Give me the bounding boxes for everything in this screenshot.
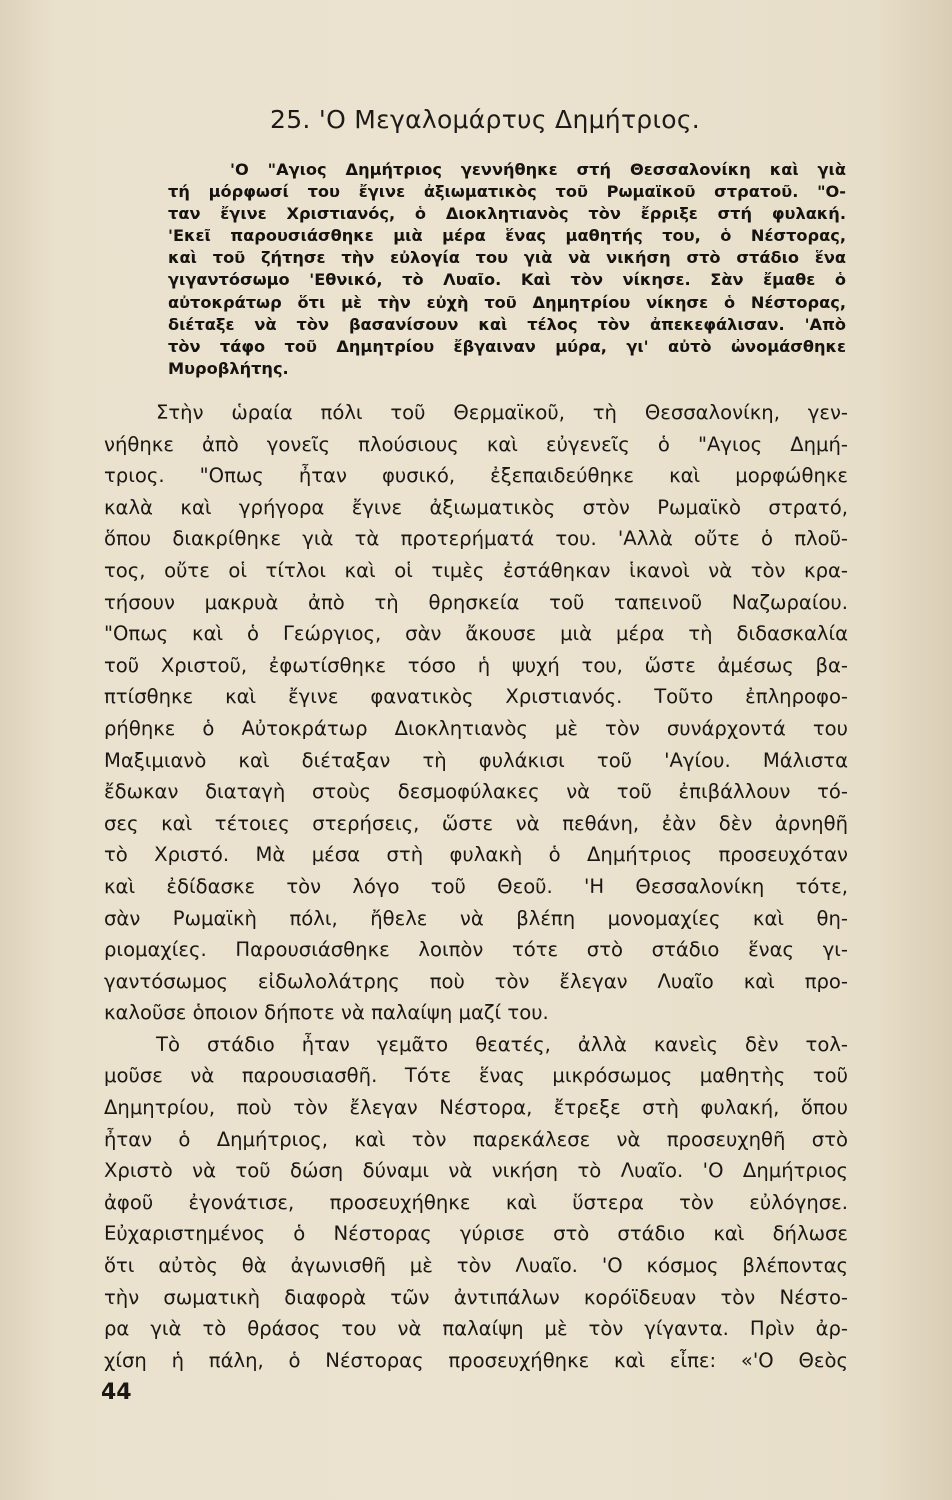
summary-line: διέταξε νὰ τὸν βασανίσουν καὶ τέλος τὸν ἀπεκεφάλισαν. 'Απὸ: [168, 314, 846, 334]
body-line: ἀφοῦ ἐγονάτισε, προσευχήθηκε καὶ ὕστερα τὸν εὐλόγησε.: [104, 1190, 848, 1214]
body-line: τὴν σωματικὴ διαφορὰ τῶν ἀντιπάλων κορόϊδευαν τὸν Νέστο-: [104, 1285, 848, 1309]
body-line: καλοῦσε ὁποιον δήποτε νὰ παλαίψη μαζί του.: [104, 1001, 549, 1025]
body-line: τὸ Χριστό. Μὰ μέσα στὴ φυλακὴ ὁ Δημήτριος προσευχόταν: [104, 843, 848, 867]
body-line: γαντόσωμος εἰδωλολάτρης ποὺ τὸν ἔλεγαν Λυαῖο καὶ προ-: [104, 969, 848, 993]
body-line: καλὰ καὶ γρήγορα ἔγινε ἀξιωματικὸς στὸν Ρωμαϊκὸ στρατό,: [104, 495, 848, 519]
body-line: ἔδωκαν διαταγὴ στοὺς δεσμοφύλακες νὰ τοῦ ἐπιβάλλουν τό-: [104, 780, 848, 804]
summary-line: τή μόρφωσί του ἔγινε ἀξιωματικὸς τοῦ Ρωμαϊκοῦ στρατοῦ. "Ο-: [168, 182, 846, 202]
body-line: τοῦ Χριστοῦ, ἐφωτίσθηκε τόσο ἡ ψυχή του, ὥστε ἀμέσως βα-: [104, 653, 848, 677]
page-number: 44: [101, 1380, 132, 1405]
body-line: ριομαχίες. Παρουσιάσθηκε λοιπὸν τότε στὸ στάδιο ἕνας γι-: [104, 938, 848, 962]
body-line: ρα γιὰ τὸ θράσος του νὰ παλαίψη μὲ τὸν γίγαντα. Πρὶν ἀρ-: [104, 1317, 848, 1341]
summary-line: καὶ τοῦ ζήτησε τὴν εὐλογία του γιὰ νὰ νικήση στὸ στάδιο ἕνα: [168, 248, 846, 268]
summary-line: 'Ο "Αγιος Δημήτριος γεννήθηκε στή Θεσσαλονίκη καὶ γιὰ: [230, 160, 846, 179]
body-line: Εὐχαριστημένος ὁ Νέστορας γύρισε στὸ στάδιο καὶ δήλωσε: [104, 1222, 848, 1246]
summary-line: Μυροβλήτης.: [168, 358, 289, 378]
body-line: τριος. "Οπως ἦταν φυσικό, ἐξεπαιδεύθηκε καὶ μορφώθηκε: [104, 464, 848, 488]
body-line: καὶ ἐδίδασκε τὸν λόγο τοῦ Θεοῦ. 'Η Θεσσαλονίκη τότε,: [104, 874, 848, 898]
body-line: τος, οὔτε οἱ τίτλοι καὶ οἱ τιμὲς ἐστάθηκαν ἱκανοὶ νὰ τὸν κρα-: [104, 558, 848, 582]
body-line: "Οπως καὶ ὁ Γεώργιος, σὰν ἄκουσε μιὰ μέρα τὴ διδασκαλία: [104, 622, 848, 646]
summary-line: ταν ἔγινε Χριστιανός, ὁ Διοκλητιανὸς τὸν ἔρριξε στή φυλακή.: [168, 204, 846, 224]
body-line: ρήθηκε ὁ Αὐτοκράτωρ Διοκλητιανὸς μὲ τὸν συνάρχοντά του: [104, 716, 848, 740]
body-line: ὅπου διακρίθηκε γιὰ τὰ προτερήματά του. 'Αλλὰ οὔτε ὁ πλοῦ-: [104, 527, 848, 551]
summary-line: τὸν τάφο τοῦ Δημητρίου ἔβγαιναν μύρα, γι' αὐτὸ ὠνομάσθηκε: [168, 336, 846, 356]
chapter-title: 25. 'Ο Μεγαλομάρτυς Δημήτριος.: [270, 105, 701, 134]
body-line: χίση ἡ πάλη, ὁ Νέστορας προσευχήθηκε καὶ εἶπε: «'Ο Θεὸς: [104, 1348, 848, 1372]
body-line: σὰν Ρωμαϊκὴ πόλι, ἤθελε νὰ βλέπη μονομαχίες καὶ θη-: [104, 906, 848, 930]
summary-line: αὐτοκράτωρ ὅτι μὲ τὴν εὐχὴ τοῦ Δημητρίου νίκησε ὁ Νέστορας,: [168, 292, 846, 312]
body-line: Χριστὸ νὰ τοῦ δώση δύναμι νὰ νικήση τὸ Λυαῖο. 'Ο Δημήτριος: [104, 1159, 848, 1183]
body-line: Στὴν ὡραία πόλι τοῦ Θερμαϊκοῦ, τὴ Θεσσαλονίκη, γεν-: [156, 401, 848, 424]
summary-line: 'Εκεῖ παρουσιάσθηκε μιὰ μέρα ἕνας μαθητής του, ὁ Νέστορας,: [168, 226, 846, 246]
chapter-summary: [168, 159, 846, 380]
body-line: Δημητρίου, ποὺ τὸν ἔλεγαν Νέστορα, ἔτρεξε στὴ φυλακή, ὅπου: [104, 1096, 848, 1120]
body-line: μοῦσε νὰ παρουσιασθῆ. Τότε ἕνας μικρόσωμος μαθητὴς τοῦ: [104, 1064, 848, 1088]
body-line: σες καὶ τέτοιες στερήσεις, ὥστε νὰ πεθάνη, ἐὰν δὲν ἀρνηθῆ: [104, 811, 848, 835]
body-line: ὅτι αὐτὸς θὰ ἀγωνισθῆ μὲ τὸν Λυαῖο. 'Ο κόσμος βλέποντας: [104, 1254, 848, 1278]
chapter-body: [104, 397, 848, 1376]
body-line: ἦταν ὁ Δημήτριος, καὶ τὸν παρεκάλεσε νὰ προσευχηθῆ στὸ: [104, 1127, 848, 1151]
body-line: τήσουν μακρυὰ ἀπὸ τὴ θρησκεία τοῦ ταπεινοῦ Ναζωραίου.: [104, 590, 848, 614]
body-line: νήθηκε ἀπὸ γονεῖς πλούσιους καὶ εὐγενεῖς ὁ "Αγιος Δημή-: [104, 432, 848, 456]
body-line: Μαξιμιανὸ καὶ διέταξαν τὴ φυλάκισι τοῦ 'Αγίου. Μάλιστα: [104, 748, 848, 772]
body-line: Τὸ στάδιο ἦταν γεμᾶτο θεατές, ἀλλὰ κανεὶς δὲν τολ-: [156, 1032, 848, 1056]
summary-line: γιγαντόσωμο 'Εθνικό, τὸ Λυαῖο. Καὶ τὸν νίκησε. Σὰν ἔμαθε ὁ: [168, 270, 846, 290]
body-line: πτίσθηκε καὶ ἔγινε φανατικὸς Χριστιανός. Τοῦτο ἐπληροφο-: [104, 685, 848, 709]
